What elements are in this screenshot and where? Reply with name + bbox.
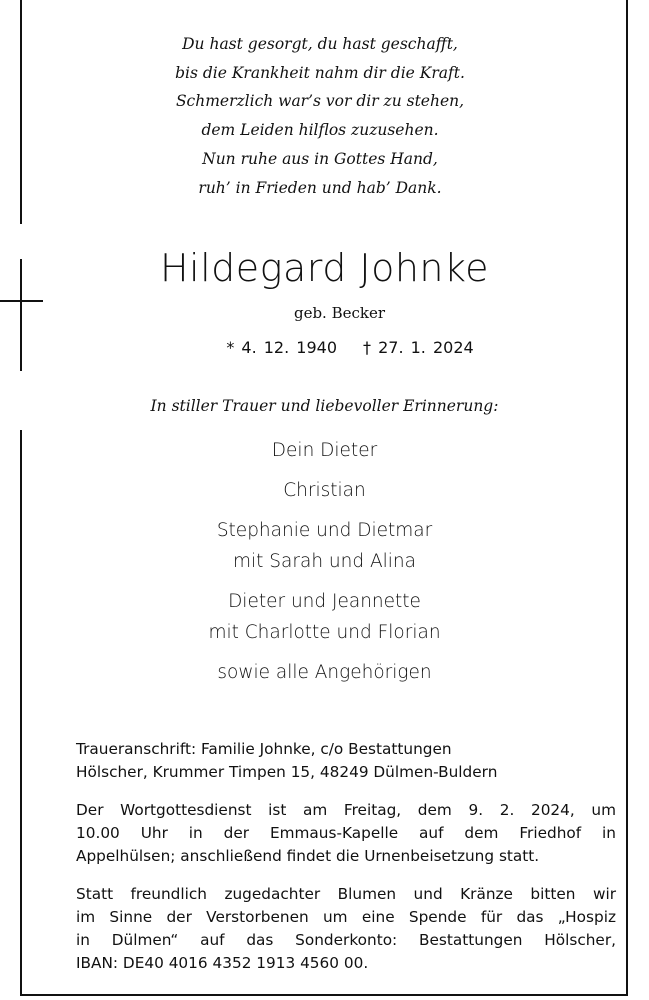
family-member: mit Sarah und Alina (233, 551, 416, 572)
poem-line: ruh’ in Frieden und hab’ Dank. (198, 178, 442, 197)
poem (60, 30, 580, 202)
mourning-intro: In stiller Trauer und liebevoller Erinnerung: (150, 397, 499, 415)
family-member: Dein Dieter (271, 440, 378, 461)
cross-symbol-horizontal (0, 300, 43, 302)
birth-date: * 4. 12. 1940 (226, 338, 337, 357)
service-line: Appelhülsen; anschließend findet die Urnenbeisetzung statt. (76, 847, 540, 865)
donation-notice (76, 883, 616, 975)
death-date: † 27. 1. 2024 (363, 338, 474, 357)
poem-line: bis die Krankheit nahm dir die Kraft. (175, 63, 465, 82)
service-line: Der Wortgottesdienst ist am Freitag, dem 9. 2. 2024, um (76, 801, 616, 819)
family-member: Dieter und Jeannette (228, 591, 421, 612)
frame-left-border-bottom (20, 430, 22, 996)
family-member: sowie alle Angehörigen (217, 662, 432, 683)
address-line: Traueranschrift: Familie Johnke, c/o Bestattungen (76, 740, 452, 758)
poem-line: Du hast gesorgt, du hast geschafft, (182, 35, 458, 53)
deceased-name: Hildegard Johnke (159, 246, 490, 290)
donation-line: IBAN: DE40 4016 4352 1913 4560 00. (76, 954, 369, 972)
maiden-name: geb. Becker (293, 304, 386, 322)
address-line: Hölscher, Krummer Timpen 15, 48249 Dülmen-Buldern (76, 763, 498, 781)
poem-line: dem Leiden hilflos zuzusehen. (201, 121, 439, 140)
life-dates (0, 338, 649, 357)
family-member: Stephanie und Dietmar (216, 520, 433, 541)
poem-line: Nun ruhe aus in Gottes Hand, (202, 149, 438, 168)
service-notice (76, 799, 616, 868)
donation-line: im Sinne der Verstorbenen um eine Spende für das „Hospiz (76, 908, 616, 926)
frame-left-border-top (20, 0, 22, 224)
donation-line: Statt freundlich zugedachter Blumen und Kränze bitten wir (76, 885, 616, 903)
poem-line: Schmerzlich war’s vor dir zu stehen, (175, 92, 465, 111)
service-line: 10.00 Uhr in der Emmaus-Kapelle auf dem Friedhof in (76, 824, 616, 842)
family-member: Christian (283, 480, 366, 501)
donation-line: in Dülmen“ auf das Sonderkonto: Bestattungen Hölscher, (76, 931, 616, 949)
family-member: mit Charlotte und Florian (208, 622, 441, 643)
mourning-address (76, 738, 616, 784)
